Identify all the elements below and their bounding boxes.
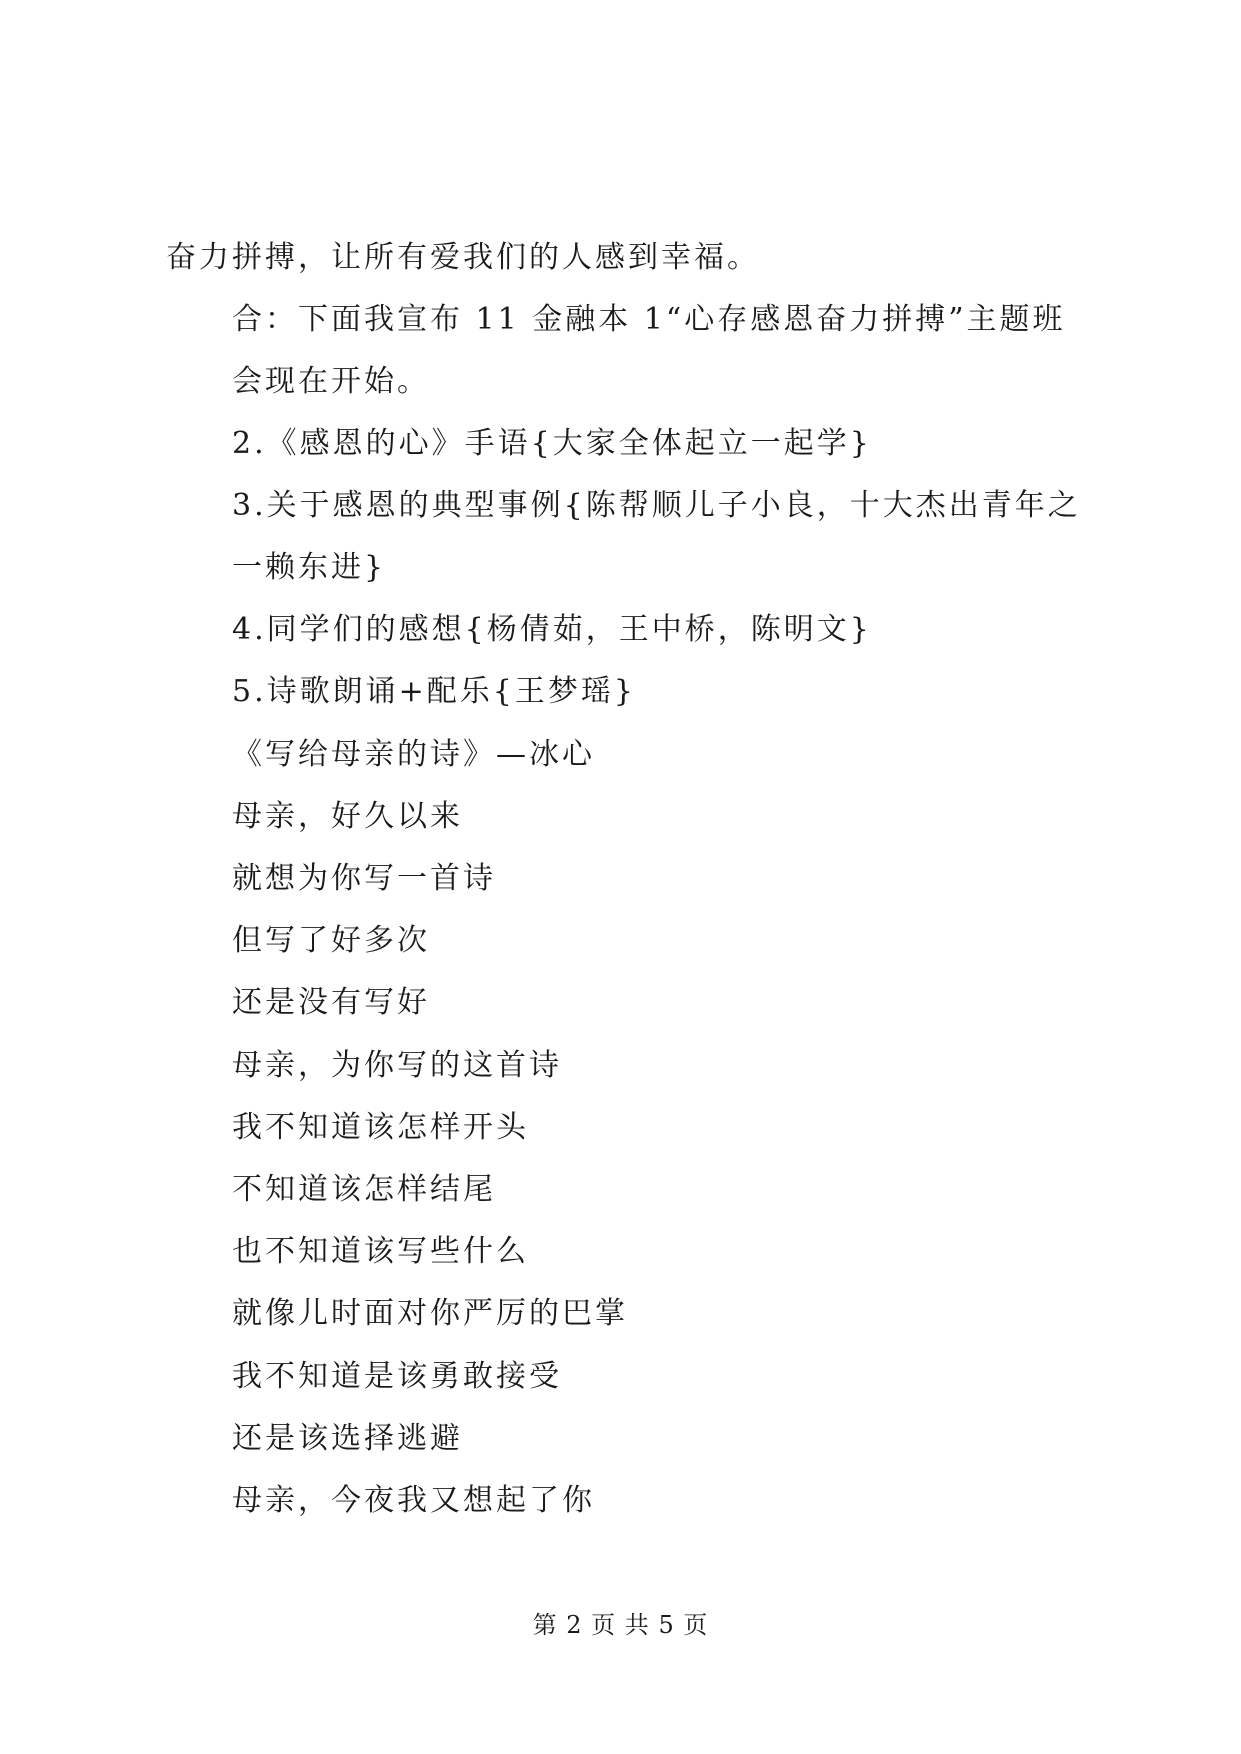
poem-line: 不知道该怎样结尾 [232, 1172, 496, 1207]
poem-line: 也不知道该写些什么 [232, 1234, 529, 1269]
text-line: 2.《感恩的心》手语{大家全体起立一起学} [232, 426, 872, 461]
poem-line: 母亲，好久以来 [232, 799, 463, 834]
poem-line: 就像儿时面对你严厉的巴掌 [232, 1296, 628, 1331]
poem-line: 我不知道该怎样开头 [232, 1110, 529, 1145]
page-number-footer: 第 2 页 共 5 页 [532, 1611, 709, 1639]
text-line: 会现在开始。 [232, 364, 430, 399]
text-line: 一赖东进} [232, 550, 387, 585]
poem-line: 母亲，今夜我又想起了你 [232, 1483, 595, 1518]
poem-line: 我不知道是该勇敢接受 [232, 1359, 562, 1394]
poem-line: 但写了好多次 [232, 923, 430, 958]
poem-line: 就想为你写一首诗 [232, 861, 496, 896]
poem-line: 母亲，为你写的这首诗 [232, 1048, 562, 1083]
text-line: 3.关于感恩的典型事例{陈帮顺儿子小良，十大杰出青年之 [232, 488, 1081, 523]
text-line: 合：下面我宣布 11 金融本 1“心存感恩奋力拼搏”主题班 [232, 302, 1066, 337]
poem-title: 《写给母亲的诗》—冰心 [232, 737, 595, 772]
poem-line: 还是没有写好 [232, 985, 430, 1020]
poem-line: 还是该选择逃避 [232, 1421, 463, 1456]
text-line: 4.同学们的感想{杨倩茹，王中桥，陈明文} [232, 612, 872, 647]
text-line: 5.诗歌朗诵+配乐{王梦瑶} [232, 674, 636, 709]
text-line: 奋力拼搏，让所有爱我们的人感到幸福。 [166, 240, 760, 275]
